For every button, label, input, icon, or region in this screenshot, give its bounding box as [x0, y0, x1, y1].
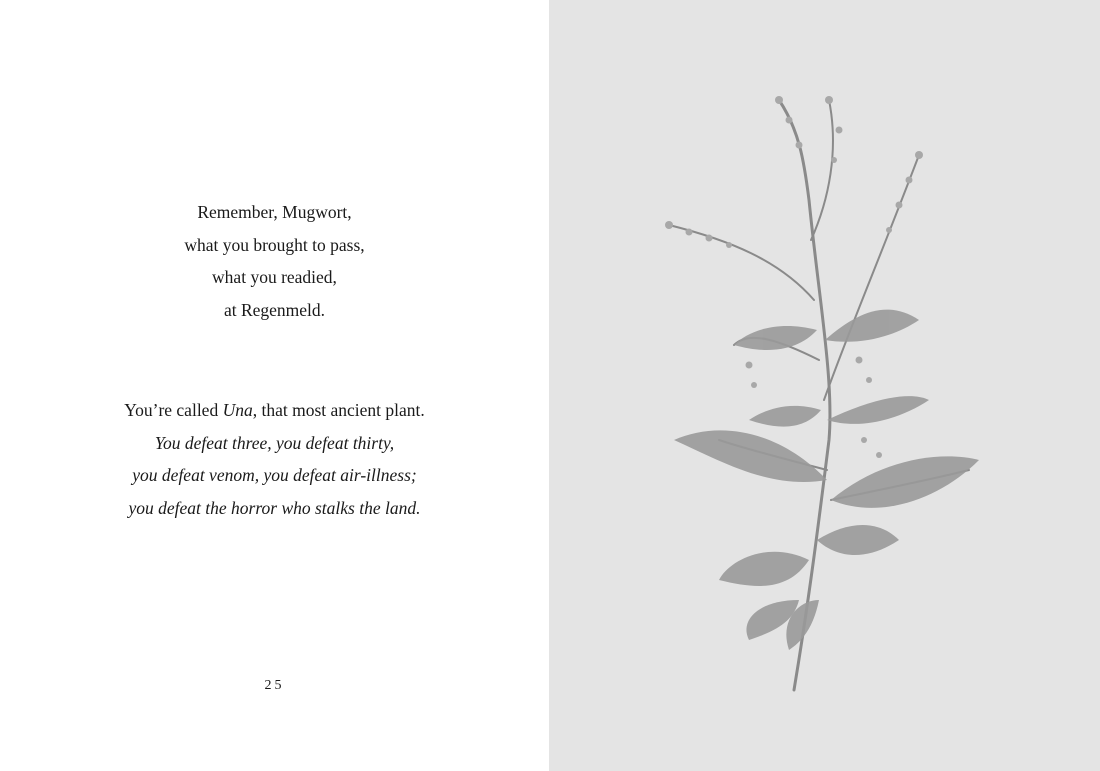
mugwort-plant-illustration — [549, 0, 1100, 771]
poem-line — [0, 394, 549, 427]
poem-line: you defeat venom, you defeat air-illness; — [132, 465, 417, 485]
poem-line: at Regenmeld. — [223, 299, 326, 320]
page-number: 25 — [264, 678, 285, 693]
poem-line: you defeat the horror who stalks the land. — [128, 497, 421, 518]
right-page — [549, 0, 1100, 771]
poem-line: what you readied, — [212, 267, 337, 287]
poem-line: Remember, Mugwort, — [197, 202, 352, 222]
stanza-1 — [0, 196, 549, 326]
left-page — [0, 0, 549, 771]
text: You’re called — [124, 400, 223, 420]
poem-line: what you brought to pass, — [184, 234, 365, 255]
text: , that most ancient plant. — [252, 400, 425, 420]
stanza-2 — [0, 394, 549, 524]
poem-line: You defeat three, you defeat thirty, — [154, 432, 395, 453]
italic-name: Una — [222, 400, 253, 420]
